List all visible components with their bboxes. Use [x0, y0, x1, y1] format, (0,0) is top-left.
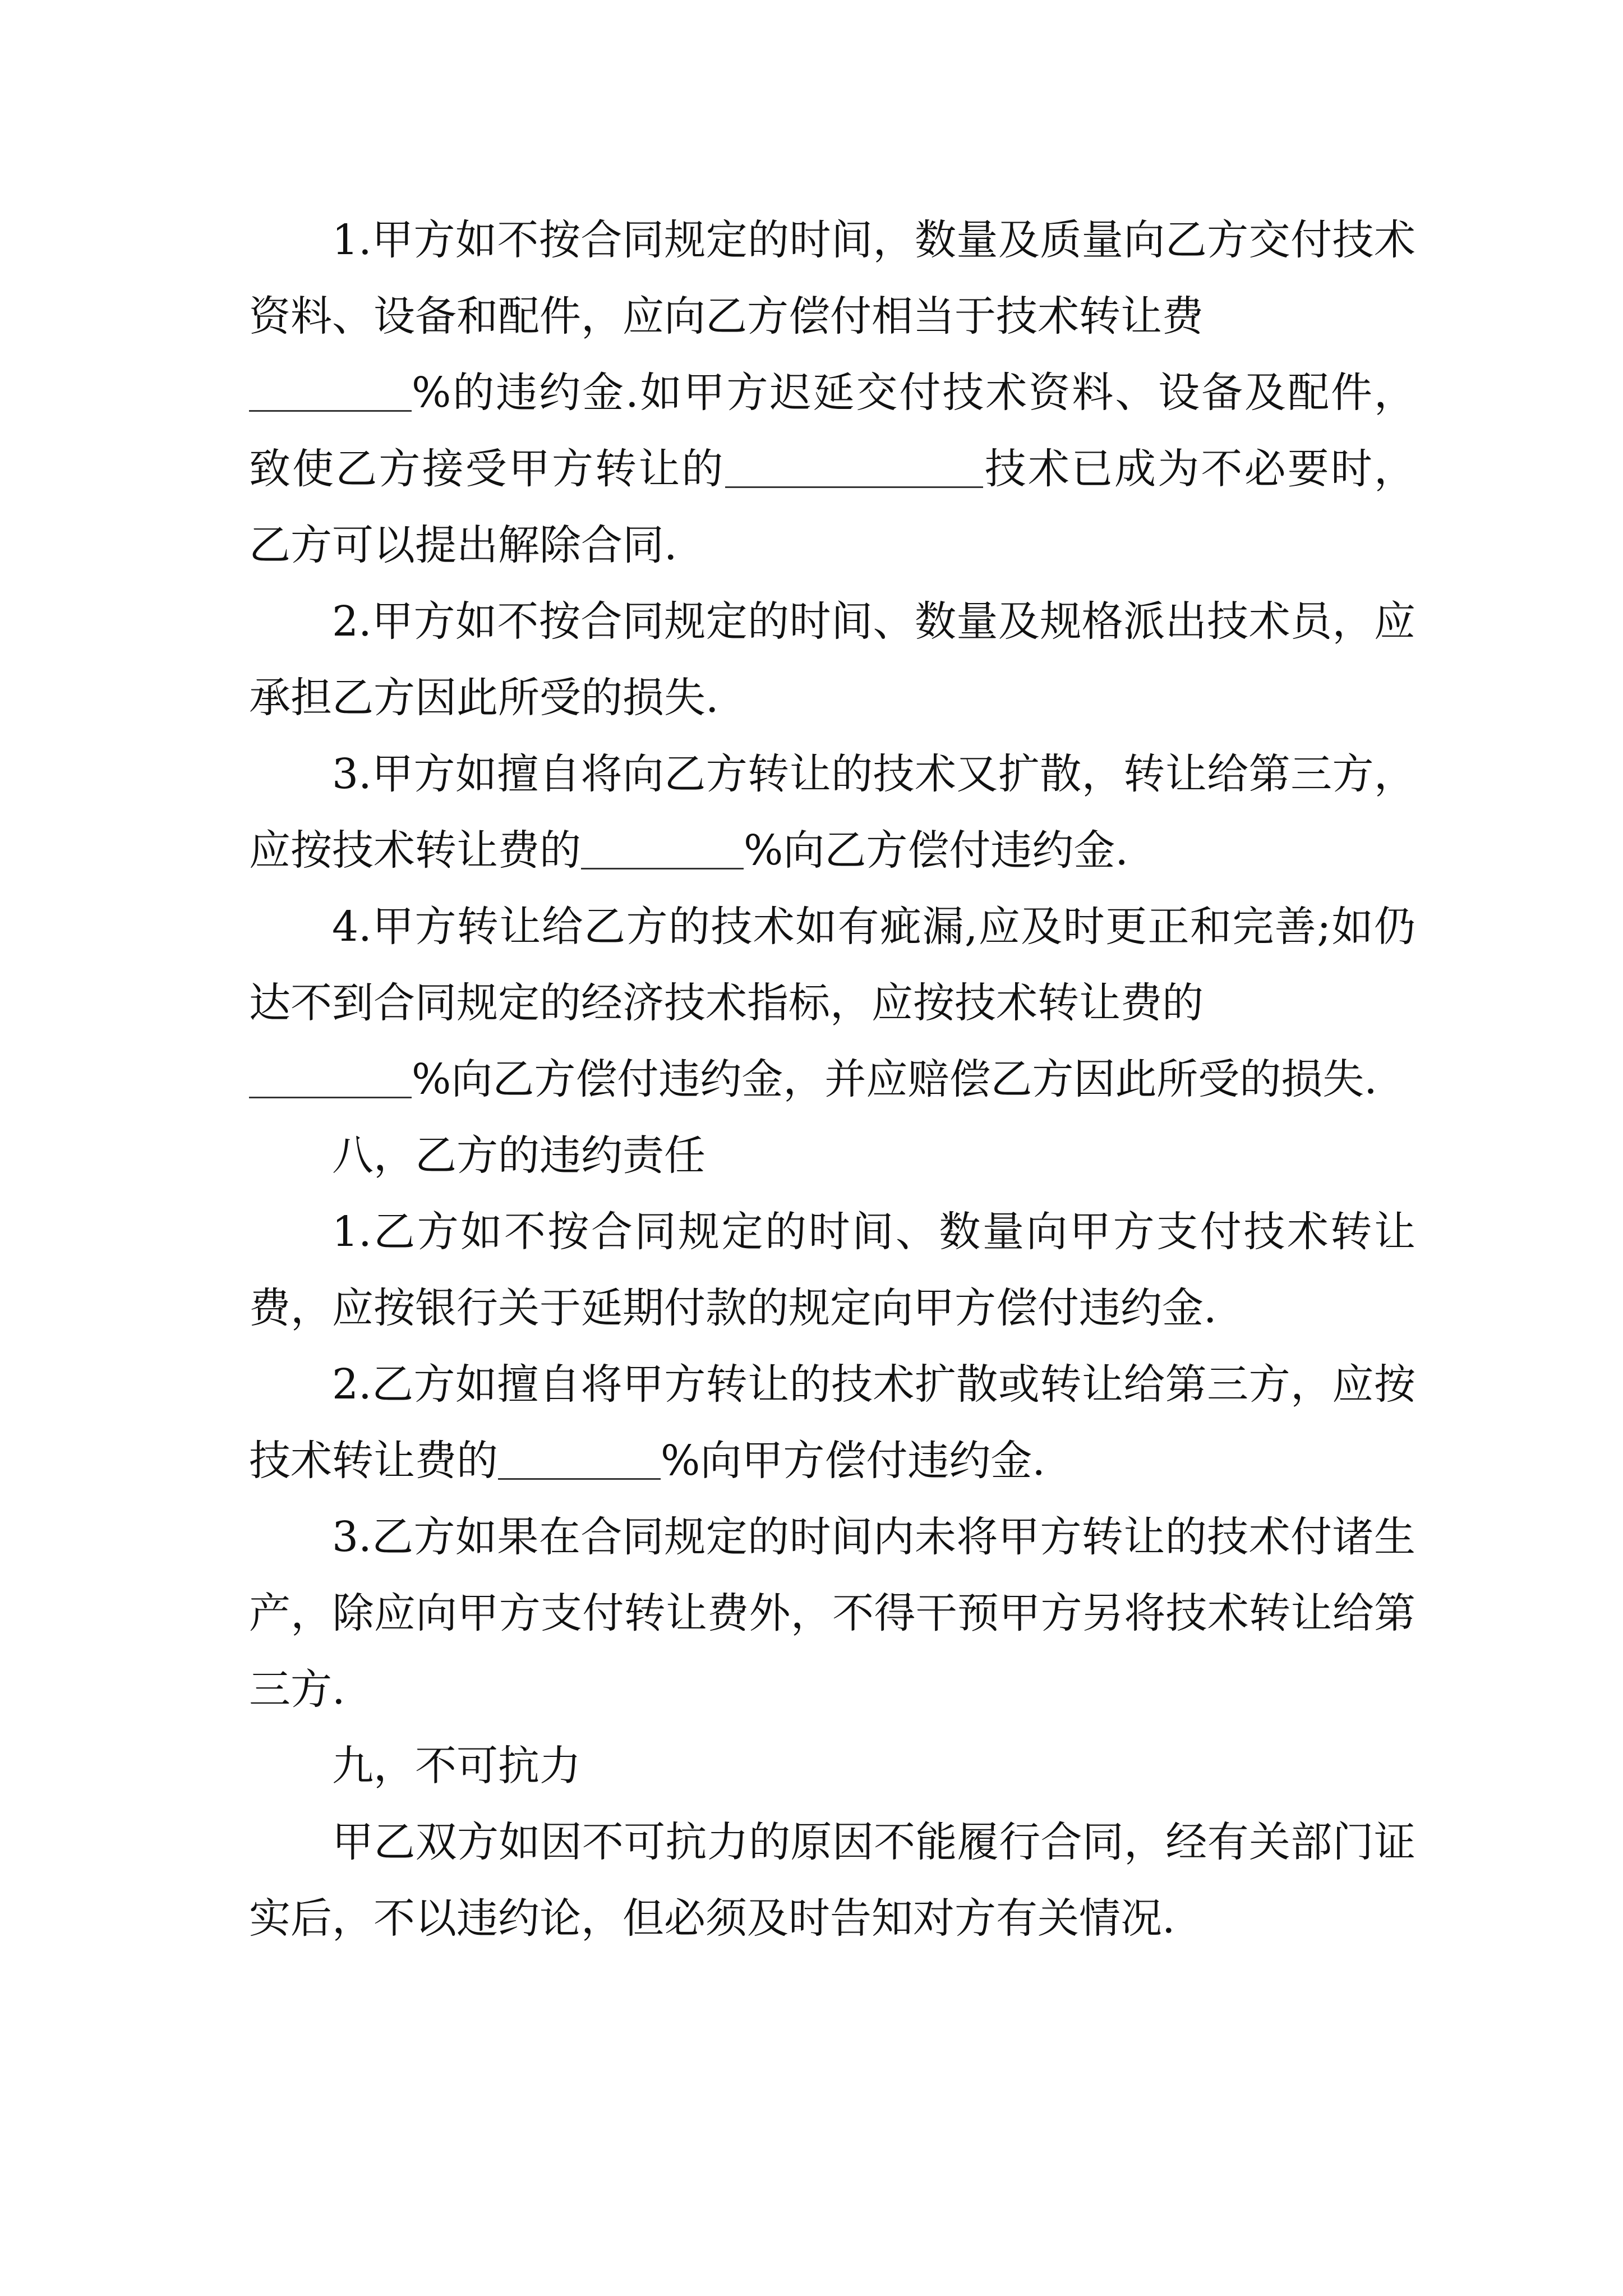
- clause-text: 3.甲方如擅自将向乙方转让的技术又扩散，转让给第三方，应按技术转让费的: [249, 750, 1415, 875]
- document-body: [249, 202, 1415, 1957]
- fill-in-blank[interactable]: [725, 445, 983, 488]
- clause-text: 技术已成为不必要时，乙方可以提出解除合同.: [249, 445, 1416, 569]
- fill-in-blank[interactable]: [581, 826, 744, 869]
- section-heading-9: 九，不可抗力: [332, 1742, 581, 1790]
- clause-text: %的违约金.如甲方迟延交付技术资料、设备及配件，致使乙方接受甲方转让的: [249, 369, 1415, 493]
- clause-force-majeure: 甲乙双方如因不可抗力的原因不能履行合同，经有关部门证实后，不以违约论，但必须及时告知对方有关情况.: [249, 1818, 1415, 1943]
- clause-text: %向甲方偿付违约金.: [661, 1437, 1045, 1485]
- fill-in-blank[interactable]: [249, 369, 412, 412]
- clause-party-a-3: [249, 736, 1415, 889]
- fill-in-blank[interactable]: [249, 1055, 412, 1098]
- clause-text: 2.乙方如擅自将甲方转让的技术扩散或转让给第三方，应按技术转让费的: [249, 1360, 1415, 1485]
- fill-in-blank[interactable]: [498, 1437, 661, 1480]
- clause-party-a-4: [249, 889, 1415, 1117]
- clause-party-b-2: [249, 1346, 1415, 1499]
- clause-party-a-2: 2.甲方如不按合同规定的时间、数量及规格派出技术员，应承担乙方因此所受的损失.: [249, 597, 1415, 722]
- clause-text: 4.甲方转让给乙方的技术如有疵漏,应及时更正和完善;如仍达不到合同规定的经济技术指标，应按技术转让费的: [249, 903, 1415, 1027]
- clause-party-b-3: 3.乙方如果在合同规定的时间内未将甲方转让的技术付诸生产，除应向甲方支付转让费外，不得干预甲方另将技术转让给第三方.: [249, 1513, 1415, 1714]
- clause-party-b-1: 1.乙方如不按合同规定的时间、数量向甲方支付技术转让费，应按银行关于延期付款的规定向甲方偿付违约金.: [249, 1208, 1415, 1332]
- section-heading-8: 八，乙方的违约责任: [332, 1131, 706, 1180]
- clause-party-a-1: [249, 202, 1415, 583]
- clause-text: %向乙方偿付违约金，并应赔偿乙方因此所受的损失.: [412, 1055, 1377, 1103]
- clause-text: 1.甲方如不按合同规定的时间，数量及质量向乙方交付技术资料、设备和配件，应向乙方偿付相当于技术转让费: [249, 216, 1415, 341]
- clause-text: %向乙方偿付违约金.: [744, 826, 1128, 875]
